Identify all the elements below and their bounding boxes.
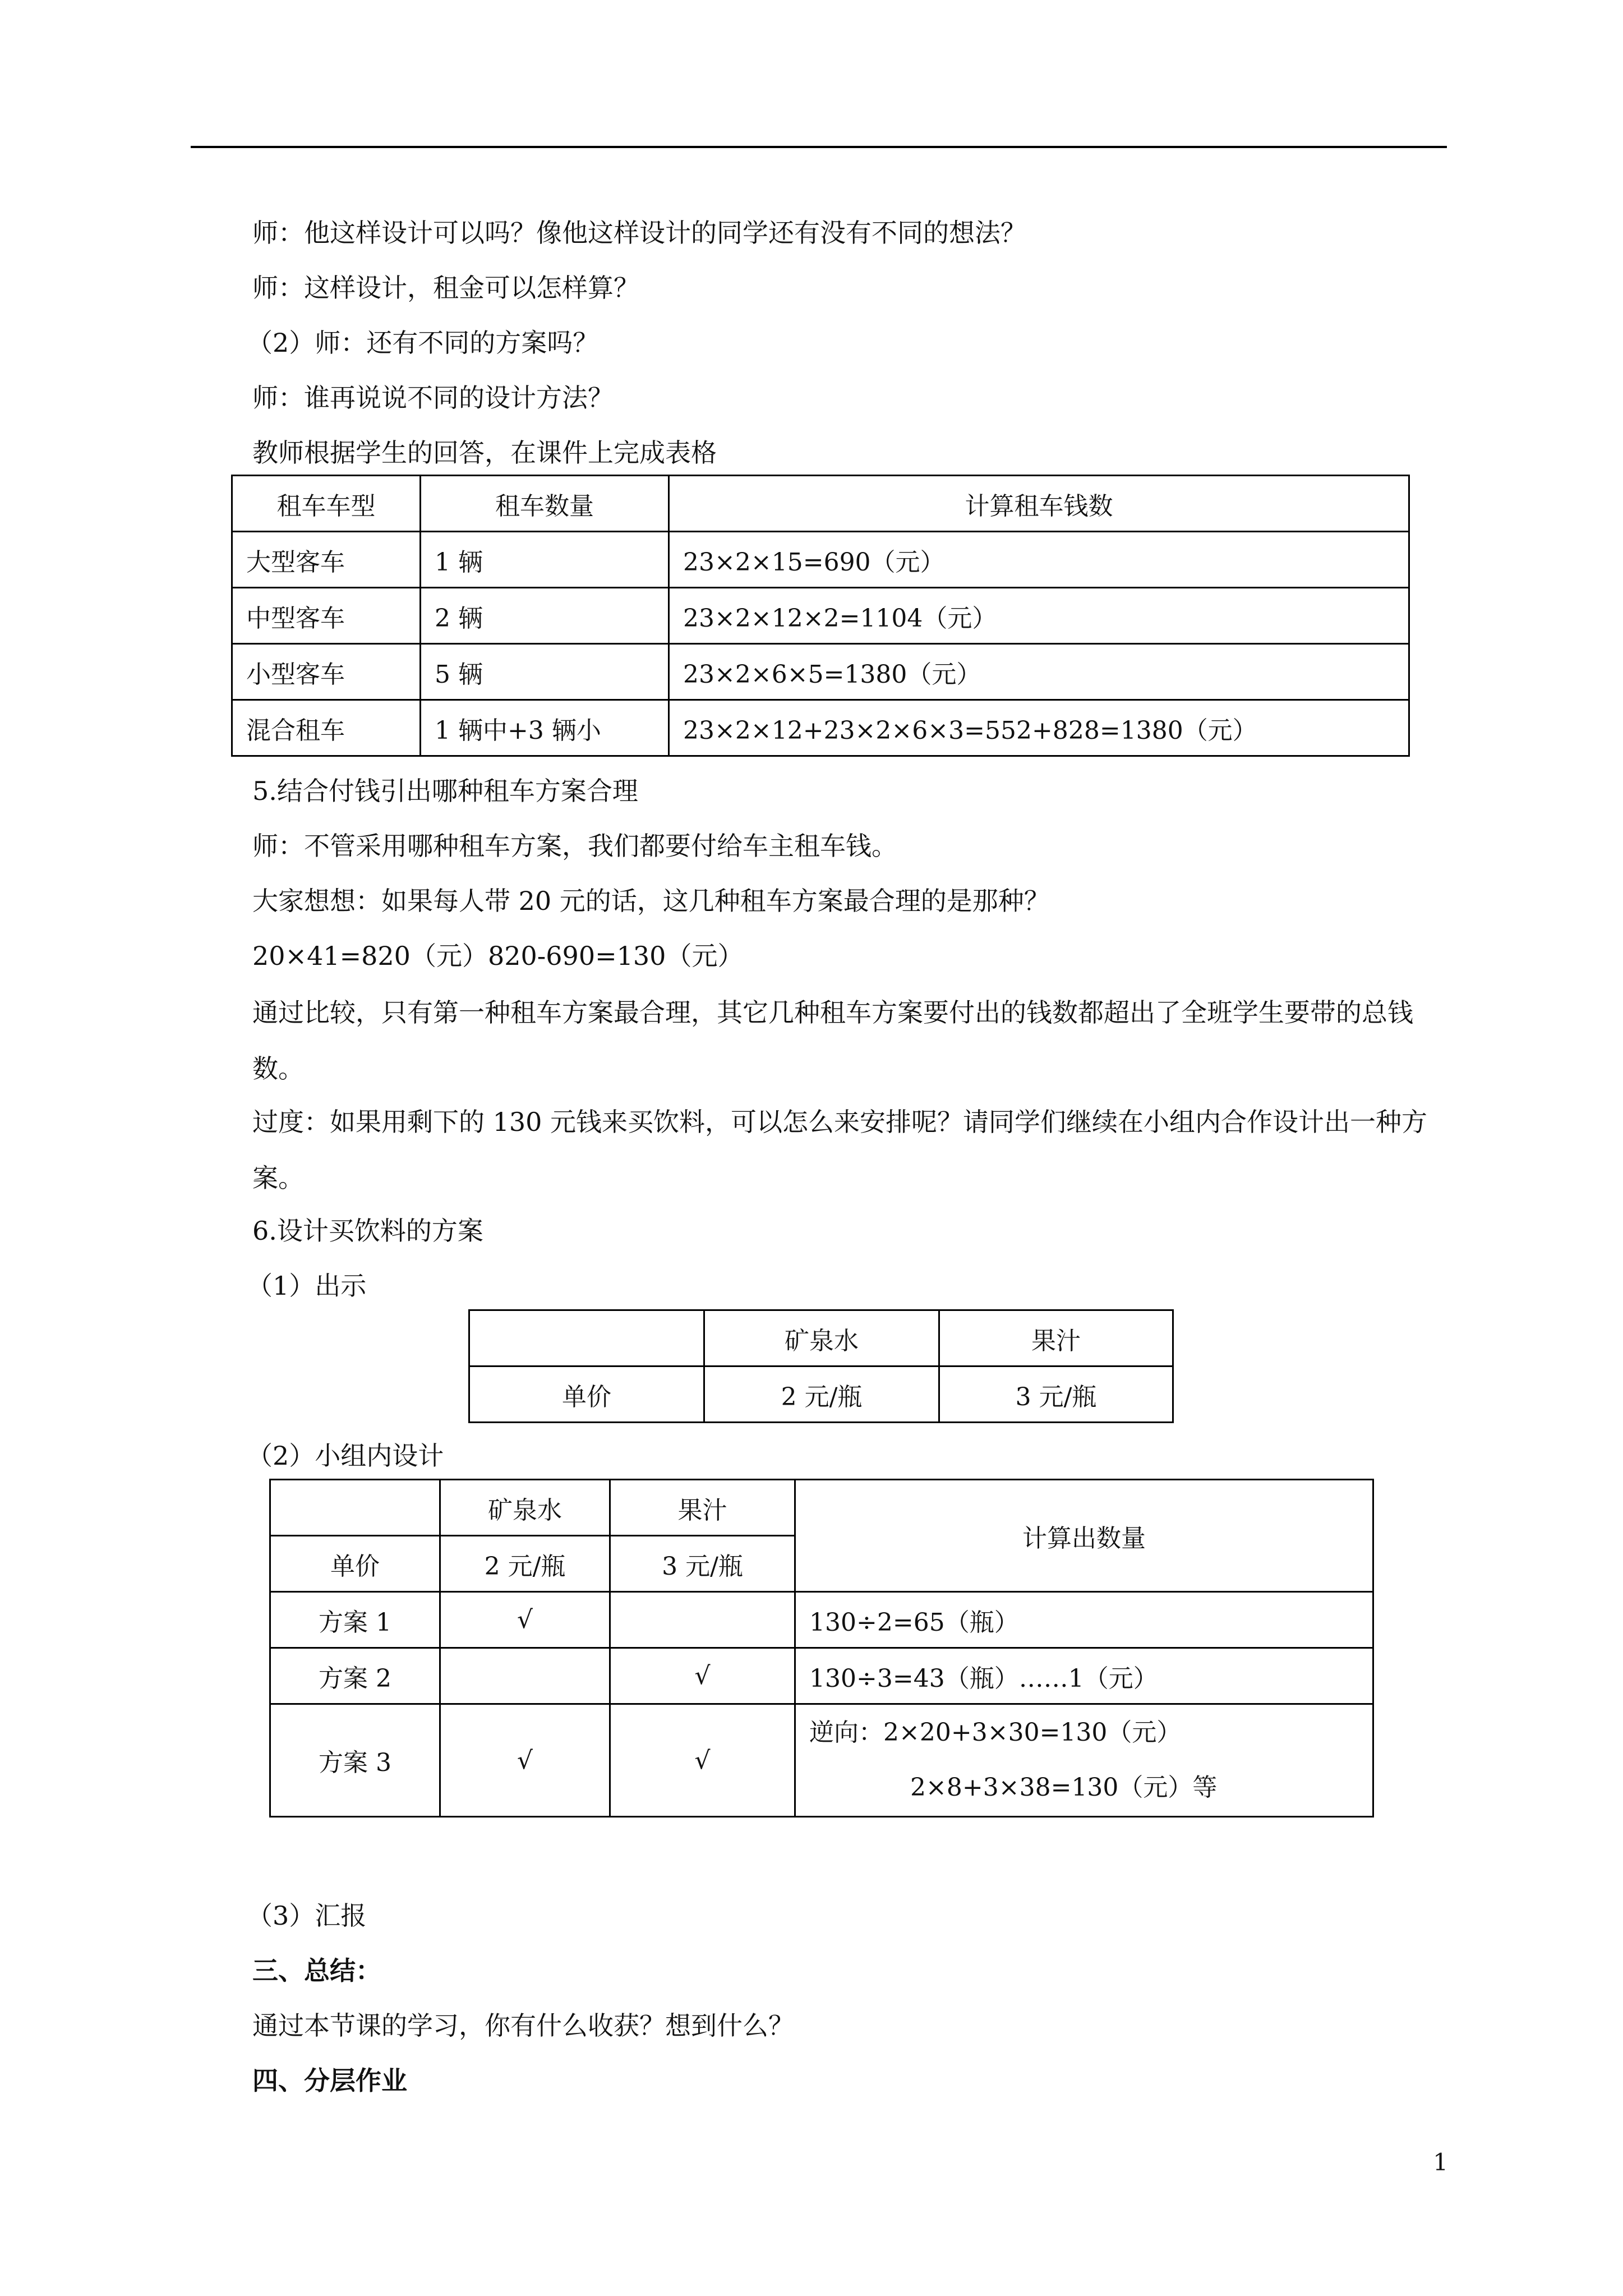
table-cell: 中型客车: [232, 588, 421, 644]
paragraph: （3）汇报: [247, 1901, 367, 1931]
table-row: [469, 1366, 1173, 1423]
table-header: 果汁: [939, 1310, 1173, 1366]
calc-line: 逆向：2×20+3×30=130（元）: [809, 1718, 1182, 1747]
section-heading: 四、分层作业: [252, 2065, 407, 2096]
paragraph: （2）小组内设计: [247, 1441, 444, 1471]
table-cell: 130÷2=65（瓶）: [795, 1592, 1373, 1648]
price-table: [468, 1309, 1174, 1423]
table-cell: 3 元/瓶: [610, 1536, 795, 1592]
paragraph: （1）出示: [247, 1271, 367, 1301]
check-mark: √: [440, 1592, 610, 1648]
calc-line: 2×8+3×38=130（元）等: [910, 1773, 1218, 1802]
table-cell: 2 元/瓶: [704, 1366, 939, 1423]
paragraph: （2）师：还有不同的方案吗？: [247, 328, 599, 358]
table-cell: 5 辆: [421, 644, 669, 700]
table-row: [232, 644, 1409, 700]
table-cell: 混合租车: [232, 700, 421, 756]
table-cell: 单价: [469, 1366, 704, 1423]
check-mark: [440, 1648, 610, 1704]
table-cell: [795, 1704, 1373, 1817]
page-number: 1: [1433, 2148, 1448, 2176]
table-cell: 方案 2: [270, 1648, 440, 1704]
table-cell: 2 元/瓶: [440, 1536, 610, 1592]
table-header: 矿泉水: [440, 1480, 610, 1536]
paragraph: 大家想想：如果每人带 20 元的话，这几种租车方案最合理的是那种？: [252, 886, 1050, 916]
table-cell: 23×2×15=690（元）: [669, 532, 1409, 588]
paragraph: 师：他这样设计可以吗？像他这样设计的同学还有没有不同的想法？: [252, 218, 1026, 248]
table-row: [232, 700, 1409, 756]
table-cell: 23×2×6×5=1380（元）: [669, 644, 1409, 700]
check-mark: √: [610, 1704, 795, 1817]
table-header: [469, 1310, 704, 1366]
table-row: [270, 1592, 1373, 1648]
table-row: [270, 1648, 1373, 1704]
table-cell: 2 辆: [421, 588, 669, 644]
paragraph: 师：这样设计，租金可以怎样算？: [252, 273, 639, 303]
check-mark: [610, 1592, 795, 1648]
table-cell: 方案 3: [270, 1704, 440, 1817]
table-header: 计算租车钱数: [669, 476, 1409, 532]
table-cell: 单价: [270, 1536, 440, 1592]
table-header: 果汁: [610, 1480, 795, 1536]
table-header: 租车车型: [232, 476, 421, 532]
paragraph: 师：不管采用哪种租车方案，我们都要付给车主租车钱。: [252, 831, 897, 861]
table-header: 矿泉水: [704, 1310, 939, 1366]
paragraph: 20×41=820（元）820-690=130（元）: [252, 941, 744, 971]
check-mark: √: [610, 1648, 795, 1704]
paragraph: 教师根据学生的回答，在课件上完成表格: [252, 438, 717, 468]
table-cell: 3 元/瓶: [939, 1366, 1173, 1423]
paragraph: 通过比较，只有第一种租车方案最合理，其它几种租车方案要付出的钱数都超出了全班学生要带的总钱数。: [252, 997, 1413, 1084]
paragraph: 6.设计买饮料的方案: [252, 1216, 483, 1246]
table-cell: 130÷3=43（瓶）……1（元）: [795, 1648, 1373, 1704]
table-row: [232, 532, 1409, 588]
table-header: [270, 1480, 440, 1536]
header-rule: [191, 146, 1447, 148]
table-row: [232, 588, 1409, 644]
table-cell: 方案 1: [270, 1592, 440, 1648]
table-cell: 23×2×12×2=1104（元）: [669, 588, 1409, 644]
table-cell: 1 辆中+3 辆小: [421, 700, 669, 756]
table-cell: 1 辆: [421, 532, 669, 588]
section-heading: 三、总结：: [252, 1955, 381, 1986]
table-cell: 大型客车: [232, 532, 421, 588]
paragraph: 过度：如果用剩下的 130 元钱来买饮料，可以怎么来安排呢？请同学们继续在小组内合作设计出一种方案。: [252, 1107, 1428, 1193]
table-cell: 小型客车: [232, 644, 421, 700]
plan-table: [269, 1479, 1374, 1818]
paragraph: 师：谁再说说不同的设计方法？: [252, 383, 614, 413]
table-row: [270, 1704, 1373, 1817]
table-header: 计算出数量: [795, 1480, 1373, 1592]
rent-table: [231, 475, 1410, 757]
paragraph: 通过本节课的学习，你有什么收获？想到什么？: [252, 2010, 794, 2041]
paragraph: 5.结合付钱引出哪种租车方案合理: [252, 776, 638, 806]
table-cell: 23×2×12+23×2×6×3=552+828=1380（元）: [669, 700, 1409, 756]
table-header: 租车数量: [421, 476, 669, 532]
check-mark: √: [440, 1704, 610, 1817]
